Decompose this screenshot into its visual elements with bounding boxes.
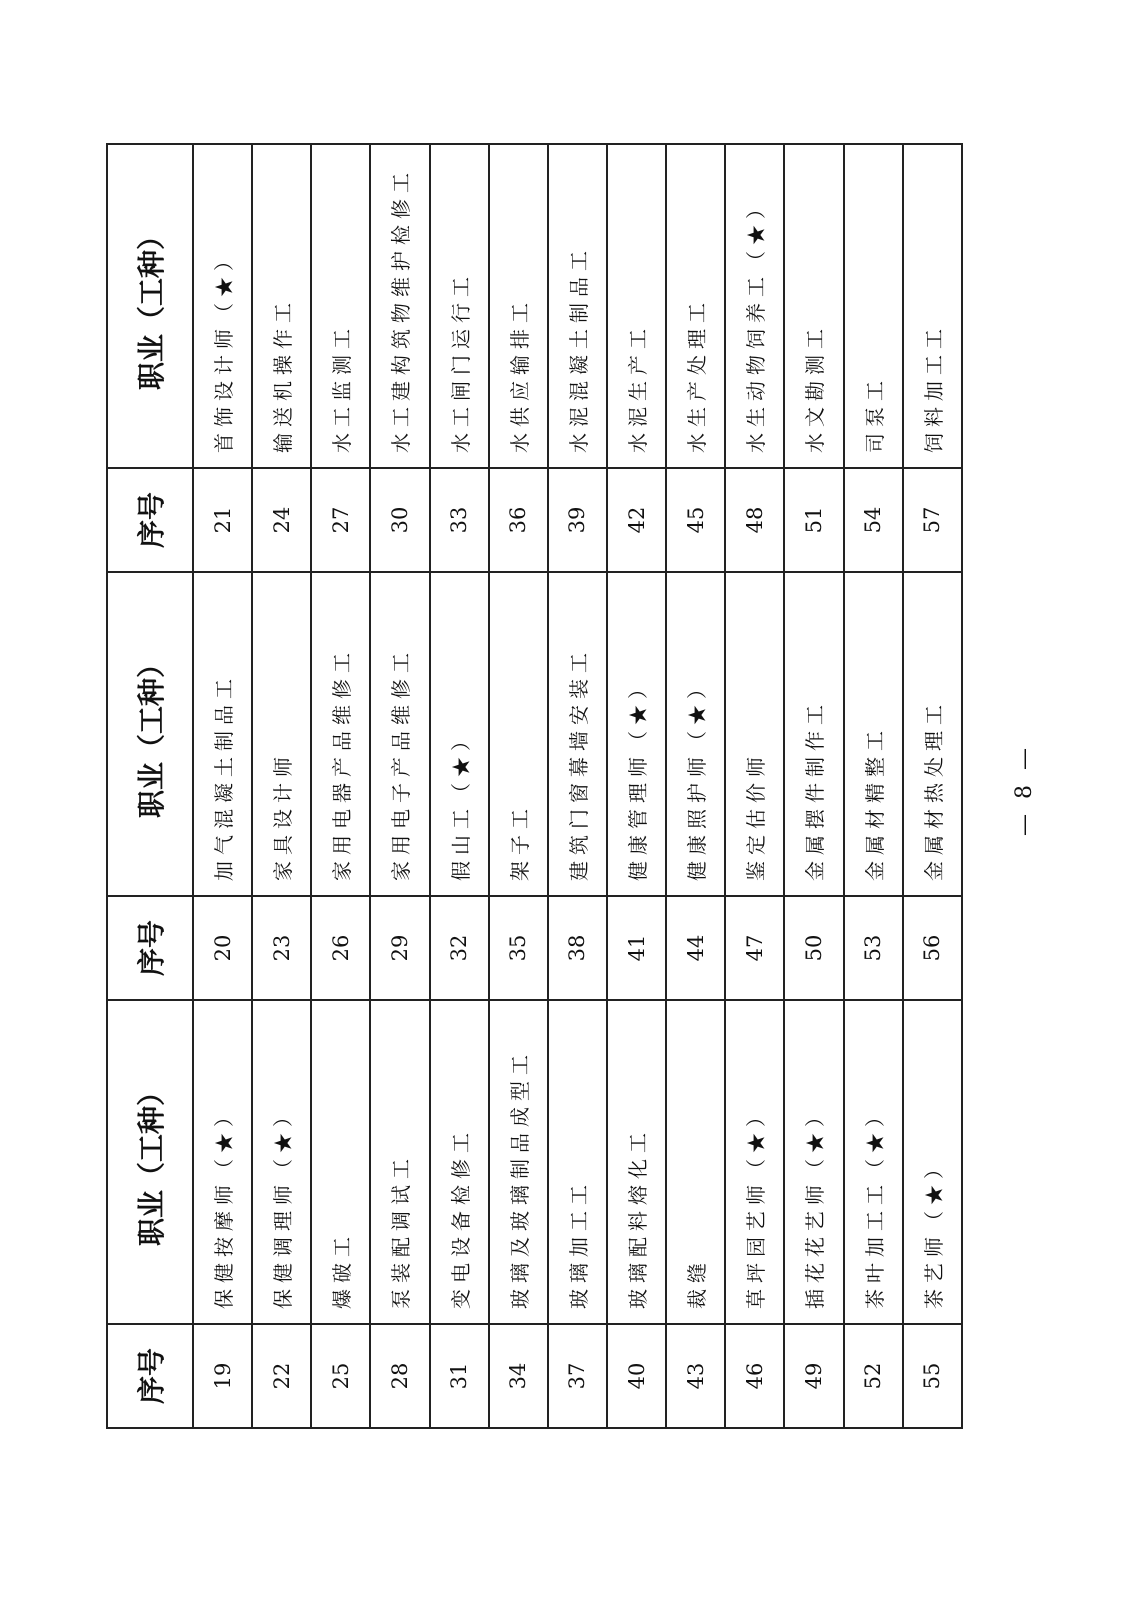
seq-cell: 32 [430, 896, 489, 1000]
occupation-cell: 首饰设计师（★） [193, 144, 252, 468]
header-job-1: 职业（工种） [107, 1000, 193, 1324]
occupation-cell: 家具设计师 [252, 572, 311, 896]
seq-cell: 38 [548, 896, 607, 1000]
table-row [903, 144, 962, 1428]
seq-cell: 48 [725, 468, 784, 572]
table-row [548, 144, 607, 1428]
occupation-cell: 水泥混凝土制品工 [548, 144, 607, 468]
occupation-cell: 金属材精整工 [844, 572, 903, 896]
occupation-cell: 茶叶加工工（★） [844, 1000, 903, 1324]
seq-cell: 57 [903, 468, 962, 572]
occupation-cell: 饲料加工工 [903, 144, 962, 468]
header-job-2: 职业（工种） [107, 572, 193, 896]
table-row [844, 144, 903, 1428]
table-row [666, 144, 725, 1428]
seq-cell: 36 [489, 468, 548, 572]
seq-cell: 55 [903, 1324, 962, 1428]
seq-cell: 53 [844, 896, 903, 1000]
seq-cell: 29 [370, 896, 429, 1000]
seq-cell: 47 [725, 896, 784, 1000]
seq-cell: 27 [311, 468, 370, 572]
occupation-cell: 水生动物饲养工（★） [725, 144, 784, 468]
table-row [607, 144, 666, 1428]
table-row [252, 144, 311, 1428]
header-seq-3: 序号 [107, 468, 193, 572]
table-row [725, 144, 784, 1428]
table-header-row [107, 144, 193, 1428]
seq-cell: 23 [252, 896, 311, 1000]
occupation-cell: 司泵工 [844, 144, 903, 468]
table-row [193, 144, 252, 1428]
seq-cell: 50 [784, 896, 843, 1000]
occupation-table-container [106, 144, 963, 1429]
seq-cell: 31 [430, 1324, 489, 1428]
header-seq-1: 序号 [107, 1324, 193, 1428]
seq-cell: 39 [548, 468, 607, 572]
header-seq-2: 序号 [107, 896, 193, 1000]
seq-cell: 21 [193, 468, 252, 572]
seq-cell: 51 [784, 468, 843, 572]
occupation-cell: 变电设备检修工 [430, 1000, 489, 1324]
seq-cell: 35 [489, 896, 548, 1000]
seq-cell: 30 [370, 468, 429, 572]
seq-cell: 40 [607, 1324, 666, 1428]
seq-cell: 37 [548, 1324, 607, 1428]
table-row [430, 144, 489, 1428]
seq-cell: 33 [430, 468, 489, 572]
occupation-cell: 水泥生产工 [607, 144, 666, 468]
occupation-cell: 裁缝 [666, 1000, 725, 1324]
table-row [311, 144, 370, 1428]
seq-cell: 54 [844, 468, 903, 572]
occupation-table [106, 143, 963, 1429]
occupation-cell: 泵装配调试工 [370, 1000, 429, 1324]
occupation-cell: 水工建构筑物维护检修工 [370, 144, 429, 468]
page-number [1005, 735, 1045, 845]
seq-cell: 45 [666, 468, 725, 572]
seq-cell: 56 [903, 896, 962, 1000]
occupation-cell: 玻璃及玻璃制品成型工 [489, 1000, 548, 1324]
occupation-cell: 水供应输排工 [489, 144, 548, 468]
occupation-cell: 家用电器产品维修工 [311, 572, 370, 896]
table-row [370, 144, 429, 1428]
seq-cell: 42 [607, 468, 666, 572]
occupation-cell: 鉴定估价师 [725, 572, 784, 896]
occupation-cell: 茶艺师（★） [903, 1000, 962, 1324]
seq-cell: 28 [370, 1324, 429, 1428]
seq-cell: 22 [252, 1324, 311, 1428]
occupation-cell: 草坪园艺师（★） [725, 1000, 784, 1324]
occupation-cell: 水工监测工 [311, 144, 370, 468]
occupation-cell: 水生产处理工 [666, 144, 725, 468]
occupation-cell: 输送机操作工 [252, 144, 311, 468]
occupation-cell: 假山工（★） [430, 572, 489, 896]
occupation-cell: 玻璃加工工 [548, 1000, 607, 1324]
occupation-cell: 架子工 [489, 572, 548, 896]
seq-cell: 43 [666, 1324, 725, 1428]
occupation-cell: 保健按摩师（★） [193, 1000, 252, 1324]
seq-cell: 19 [193, 1324, 252, 1428]
occupation-cell: 健康管理师（★） [607, 572, 666, 896]
occupation-cell: 保健调理师（★） [252, 1000, 311, 1324]
occupation-cell: 玻璃配料熔化工 [607, 1000, 666, 1324]
seq-cell: 49 [784, 1324, 843, 1428]
table-row [784, 144, 843, 1428]
occupation-cell: 家用电子产品维修工 [370, 572, 429, 896]
table-row [489, 144, 548, 1428]
occupation-cell: 爆破工 [311, 1000, 370, 1324]
page-number-text: — 8 — [1012, 744, 1037, 836]
seq-cell: 52 [844, 1324, 903, 1428]
seq-cell: 34 [489, 1324, 548, 1428]
header-job-3: 职业（工种） [107, 144, 193, 468]
seq-cell: 41 [607, 896, 666, 1000]
occupation-cell: 水工闸门运行工 [430, 144, 489, 468]
occupation-cell: 建筑门窗幕墙安装工 [548, 572, 607, 896]
occupation-cell: 插花花艺师（★） [784, 1000, 843, 1324]
occupation-cell: 水文勘测工 [784, 144, 843, 468]
occupation-cell: 加气混凝土制品工 [193, 572, 252, 896]
seq-cell: 26 [311, 896, 370, 1000]
seq-cell: 25 [311, 1324, 370, 1428]
occupation-cell: 金属材热处理工 [903, 572, 962, 896]
seq-cell: 46 [725, 1324, 784, 1428]
seq-cell: 24 [252, 468, 311, 572]
occupation-cell: 金属摆件制作工 [784, 572, 843, 896]
seq-cell: 20 [193, 896, 252, 1000]
occupation-cell: 健康照护师（★） [666, 572, 725, 896]
seq-cell: 44 [666, 896, 725, 1000]
